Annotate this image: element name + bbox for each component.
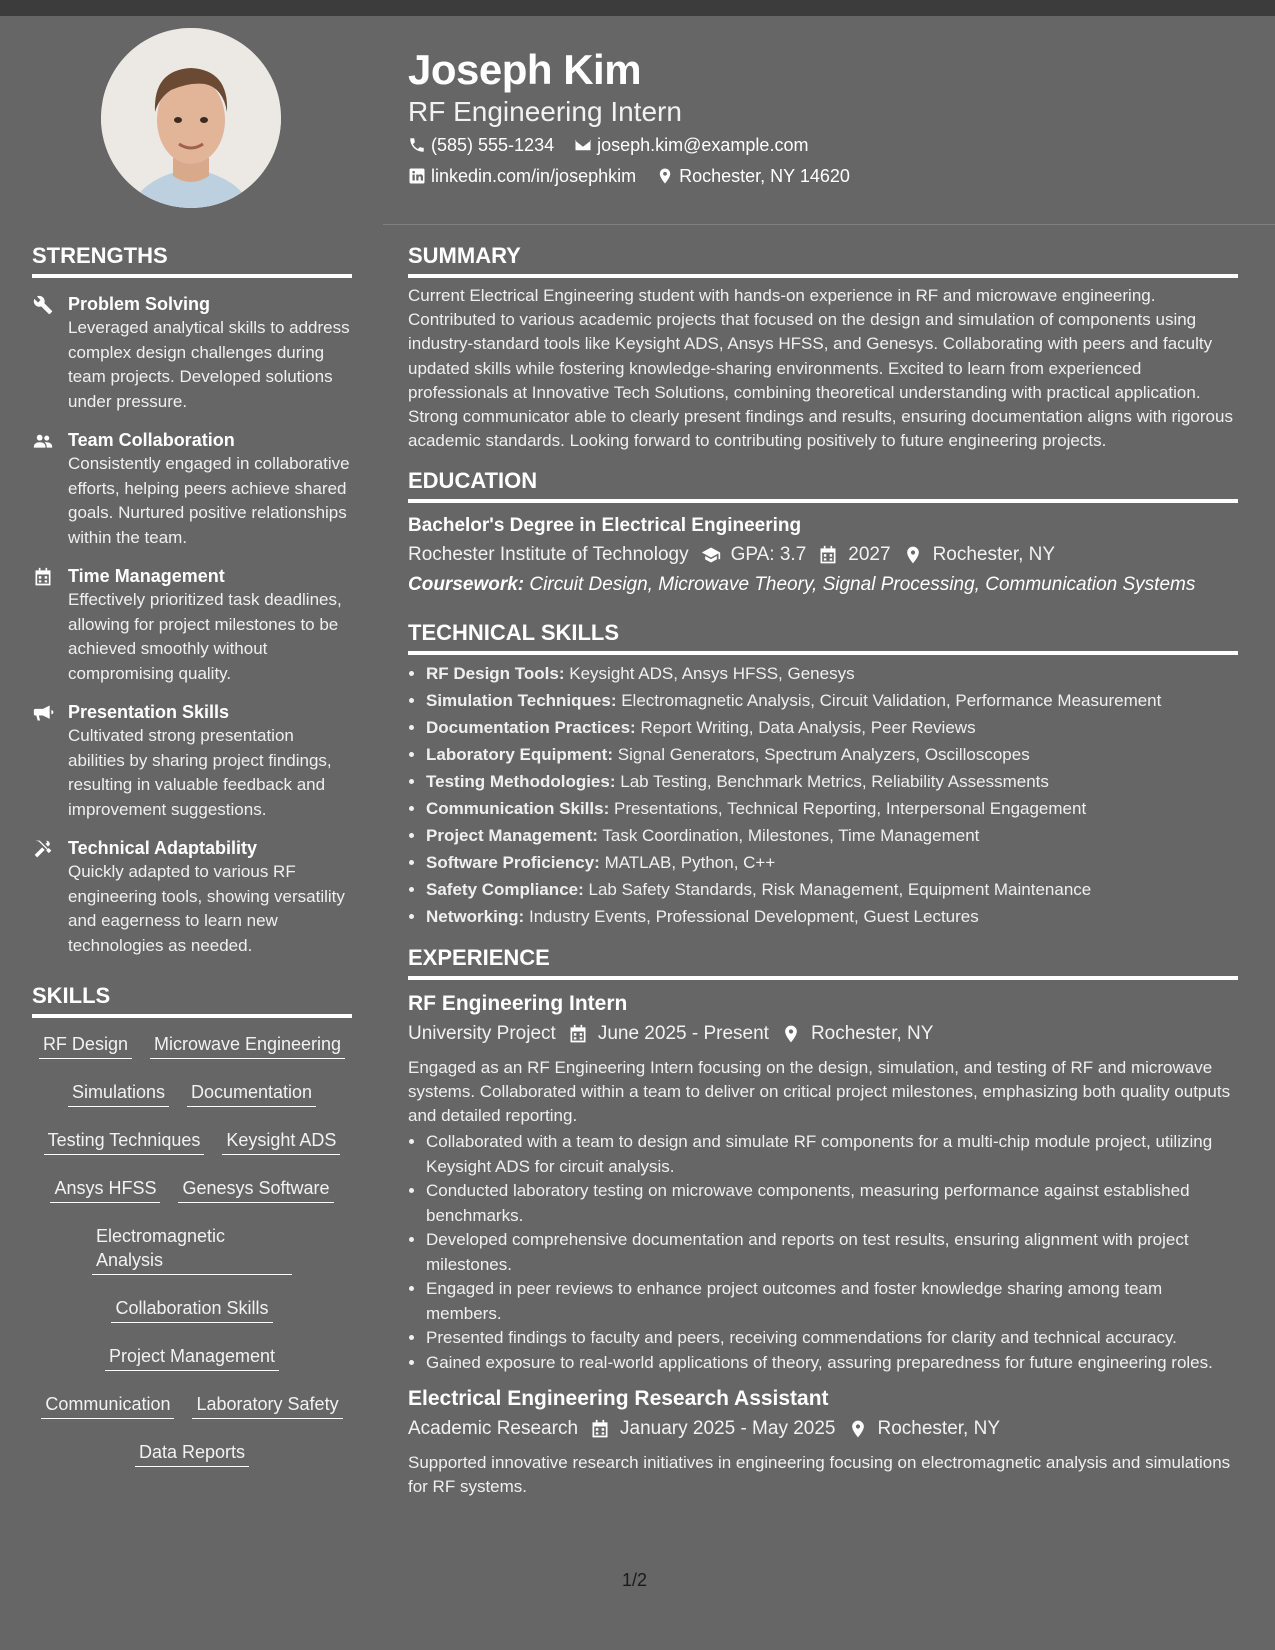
linkedin-icon: [408, 167, 426, 185]
skills-section: [32, 982, 352, 1484]
tools-icon: [32, 839, 54, 859]
skill-value: Electromagnetic Analysis, Circuit Validation, Performance Measurement: [621, 691, 1162, 711]
header-divider: [383, 224, 1275, 225]
skill-chip: Documentation: [187, 1076, 316, 1107]
strength-title: Time Management: [68, 566, 225, 586]
email-item[interactable]: [574, 133, 808, 157]
strength-item: [32, 564, 352, 686]
skill-chips: [32, 1028, 352, 1484]
skill-label: Software Proficiency:: [426, 852, 600, 872]
graduation-cap-icon: [701, 545, 721, 565]
skill-label: Networking:: [426, 906, 525, 926]
skill-chip: Simulations: [68, 1076, 169, 1107]
strength-desc: Cultivated strong presentation abilities by sharing project findings, resulting in valuable feedback and improvement suggestions.: [68, 726, 332, 819]
calendar-icon: [32, 567, 54, 587]
strength-item: [32, 700, 352, 822]
skill-chip: RF Design: [39, 1028, 132, 1059]
contact-row-2: [408, 164, 864, 188]
candidate-role: RF Engineering Intern: [408, 96, 682, 127]
summary-section: [408, 242, 1238, 453]
list-item: • Developed comprehensive documentation and reports on test results, ensuring alignment with project milestones.: [426, 1228, 1238, 1277]
skill-chip: Keysight ADS: [222, 1124, 340, 1155]
strength-item: [32, 428, 352, 550]
summary-heading: SUMMARY: [408, 243, 521, 268]
skill-chip: Testing Techniques: [44, 1124, 205, 1155]
strength-item: [32, 292, 352, 414]
calendar-icon: [568, 1024, 588, 1044]
summary-text: Current Electrical Engineering student with hands-on experience in RF and microwave engineering. Contributed to various academic projects that focused on the design and simulation of components using industry-standard tools like Keysight ADS, Ansys HFSS, and Genesys. Collaborating with peers and faculty updated skills while fostering knowledge-sharing environments. Excited to learn from experienced professionals at Innovative Tech Solutions, combining theoretical understanding with practical application. Strong communicator able to clearly present findings and results, ensuring documentation aligns with rigorous academic standards. Looking forward to contributing positively to future engineering projects.: [408, 286, 1233, 451]
strength-title: Technical Adaptability: [68, 838, 258, 858]
experience-section: [408, 944, 1238, 1499]
skill-chip: Electromagnetic Analysis: [92, 1220, 292, 1275]
skill-label: Testing Methodologies:: [426, 772, 616, 792]
graduation-year: 2027: [848, 544, 891, 566]
list-item: [426, 877, 1238, 904]
skill-value: MATLAB, Python, C++: [604, 852, 776, 872]
job-entry: [408, 990, 1238, 1375]
list-item: • Gained exposure to real-world applications of theory, assuring preparedness for future engineering roles.: [426, 1351, 1238, 1376]
list-item: [426, 796, 1238, 823]
job-title: RF Engineering Intern: [408, 992, 628, 1016]
skill-value: Lab Testing, Benchmark Metrics, Reliability Assessments: [620, 772, 1049, 792]
linkedin-text: linkedin.com/in/josephkim: [431, 166, 637, 186]
contact-row-1: [408, 133, 822, 157]
strength-item: [32, 836, 352, 958]
right-column: [408, 242, 1238, 1499]
strengths-underline: [32, 274, 352, 278]
skill-value: Presentations, Technical Reporting, Interpersonal Engagement: [613, 798, 1087, 818]
education-underline: [408, 499, 1238, 503]
list-item: [426, 904, 1238, 931]
calendar-icon: [590, 1419, 610, 1439]
strength-desc: Consistently engaged in collaborative efforts, helping peers achieve shared goals. Nurtured positive relationships within the team.: [68, 454, 350, 547]
job-location: Rochester, NY: [810, 1023, 934, 1045]
experience-heading: EXPERIENCE: [408, 945, 550, 971]
phone-icon: [408, 136, 426, 154]
experience-underline: [408, 976, 1238, 980]
list-item: [426, 823, 1238, 850]
job-dates: June 2025 - Present: [597, 1023, 769, 1045]
education-location: Rochester, NY: [932, 544, 1056, 566]
job-description: Engaged as an RF Engineering Intern focusing on the design, simulation, and testing of RF and microwave systems. Collaborated within a team to deliver on critical project milestones, emphasizing both quality outputs and detailed reporting.: [408, 1058, 1231, 1126]
skill-chip: Communication: [41, 1388, 174, 1419]
skill-chip: Project Management: [105, 1340, 279, 1371]
map-pin-icon: [656, 167, 674, 185]
job-org: University Project: [408, 1023, 556, 1045]
education-heading: EDUCATION: [408, 468, 538, 494]
coursework-label: Coursework:: [408, 574, 525, 596]
calendar-icon: [818, 545, 838, 565]
email-text: joseph.kim@example.com: [597, 135, 809, 155]
skill-chip: Genesys Software: [178, 1172, 333, 1203]
education-meta: [408, 541, 1238, 569]
left-column: [32, 242, 352, 1484]
job-entry: [408, 1385, 1238, 1499]
coursework-line: [408, 571, 1238, 599]
skill-label: Communication Skills:: [426, 798, 610, 818]
summary-underline: [408, 274, 1238, 278]
list-item: [426, 688, 1238, 715]
skill-value: Lab Safety Standards, Risk Management, Equipment Maintenance: [588, 879, 1092, 899]
list-item: • Engaged in peer reviews to enhance project outcomes and foster knowledge sharing among team members.: [426, 1277, 1238, 1326]
skill-label: Simulation Techniques:: [426, 691, 617, 711]
users-icon: [32, 431, 54, 451]
page-number: 1/2: [622, 1570, 648, 1590]
list-item: • Collaborated with a team to design and simulate RF components for a multi-chip module project, utilizing Keysight ADS for circuit analysis.: [426, 1130, 1238, 1179]
skill-chip: Collaboration Skills: [111, 1292, 272, 1323]
megaphone-icon: [32, 703, 54, 723]
strength-desc: Effectively prioritized task deadlines, allowing for project milestones to be achieved smoothly without compromising quality.: [68, 590, 342, 683]
job-bullets: [408, 1130, 1238, 1375]
skill-value: Report Writing, Data Analysis, Peer Reviews: [640, 718, 976, 738]
technical-skills-heading: TECHNICAL SKILLS: [408, 620, 620, 646]
job-description: Supported innovative research initiatives in engineering focusing on electromagnetic analysis and simulations for RF systems.: [408, 1453, 1231, 1497]
strength-title: Team Collaboration: [68, 430, 235, 450]
skill-chip: Data Reports: [135, 1436, 249, 1467]
top-bar: [0, 0, 1275, 16]
strengths-section: [32, 242, 352, 958]
strength-desc: Quickly adapted to various RF engineering tools, showing versatility and eagerness to learn new technologies as needed.: [68, 862, 345, 955]
map-pin-icon: [781, 1024, 801, 1044]
strength-title: Problem Solving: [68, 294, 211, 314]
degree-title: Bachelor's Degree in Electrical Engineering: [408, 515, 802, 537]
phone-text: (585) 555-1234: [431, 135, 555, 155]
list-item: • Presented findings to faculty and peers, receiving commendations for clarity and technical accuracy.: [426, 1326, 1238, 1351]
linkedin-item[interactable]: [408, 164, 636, 188]
candidate-name: Joseph Kim: [408, 46, 642, 93]
profile-photo: [101, 28, 281, 208]
list-item: [426, 850, 1238, 877]
gpa-text: GPA: 3.7: [730, 544, 807, 566]
skill-label: Laboratory Equipment:: [426, 745, 614, 765]
technical-skills-section: [408, 619, 1238, 930]
skill-label: RF Design Tools:: [426, 664, 565, 684]
strength-title: Presentation Skills: [68, 702, 230, 722]
technical-skills-list: [408, 661, 1238, 930]
skill-label: Project Management:: [426, 825, 598, 845]
list-item: • Conducted laboratory testing on microwave components, measuring performance against established benchmarks.: [426, 1179, 1238, 1228]
skills-heading: SKILLS: [32, 983, 111, 1008]
skill-value: Task Coordination, Milestones, Time Management: [602, 825, 980, 845]
coursework-list: Circuit Design, Microwave Theory, Signal Processing, Communication Systems: [529, 574, 1196, 596]
map-pin-icon: [903, 545, 923, 565]
skill-label: Safety Compliance:: [426, 879, 584, 899]
list-item: [426, 715, 1238, 742]
strengths-heading: STRENGTHS: [32, 243, 168, 268]
skill-chip: Ansys HFSS: [50, 1172, 160, 1203]
skill-chip: Laboratory Safety: [192, 1388, 342, 1419]
location-text: Rochester, NY 14620: [679, 166, 850, 186]
wrench-icon: [32, 295, 54, 315]
skill-chip: Microwave Engineering: [150, 1028, 345, 1059]
skill-value: Signal Generators, Spectrum Analyzers, Oscilloscopes: [617, 745, 1030, 765]
education-section: [408, 467, 1238, 599]
list-item: [426, 742, 1238, 769]
technical-skills-underline: [408, 651, 1238, 655]
job-title: Electrical Engineering Research Assistant: [408, 1387, 829, 1411]
envelope-icon: [574, 136, 592, 154]
location-item: [656, 164, 850, 188]
job-meta: [408, 1415, 1238, 1443]
skill-value: Keysight ADS, Ansys HFSS, Genesys: [569, 664, 855, 684]
strength-desc: Leveraged analytical skills to address complex design challenges during team projects. Developed solutions under pressure.: [68, 318, 350, 411]
job-location: Rochester, NY: [877, 1418, 1000, 1440]
phone-item[interactable]: [408, 133, 554, 157]
skills-underline: [32, 1014, 352, 1018]
list-item: [426, 769, 1238, 796]
job-org: Academic Research: [408, 1418, 579, 1440]
skill-label: Documentation Practices:: [426, 718, 636, 738]
job-meta: [408, 1020, 1238, 1048]
skill-value: Industry Events, Professional Development, Guest Lectures: [528, 906, 979, 926]
list-item: [426, 661, 1238, 688]
map-pin-icon: [848, 1419, 868, 1439]
school-name: Rochester Institute of Technology: [408, 544, 689, 566]
job-dates: January 2025 - May 2025: [620, 1418, 836, 1440]
